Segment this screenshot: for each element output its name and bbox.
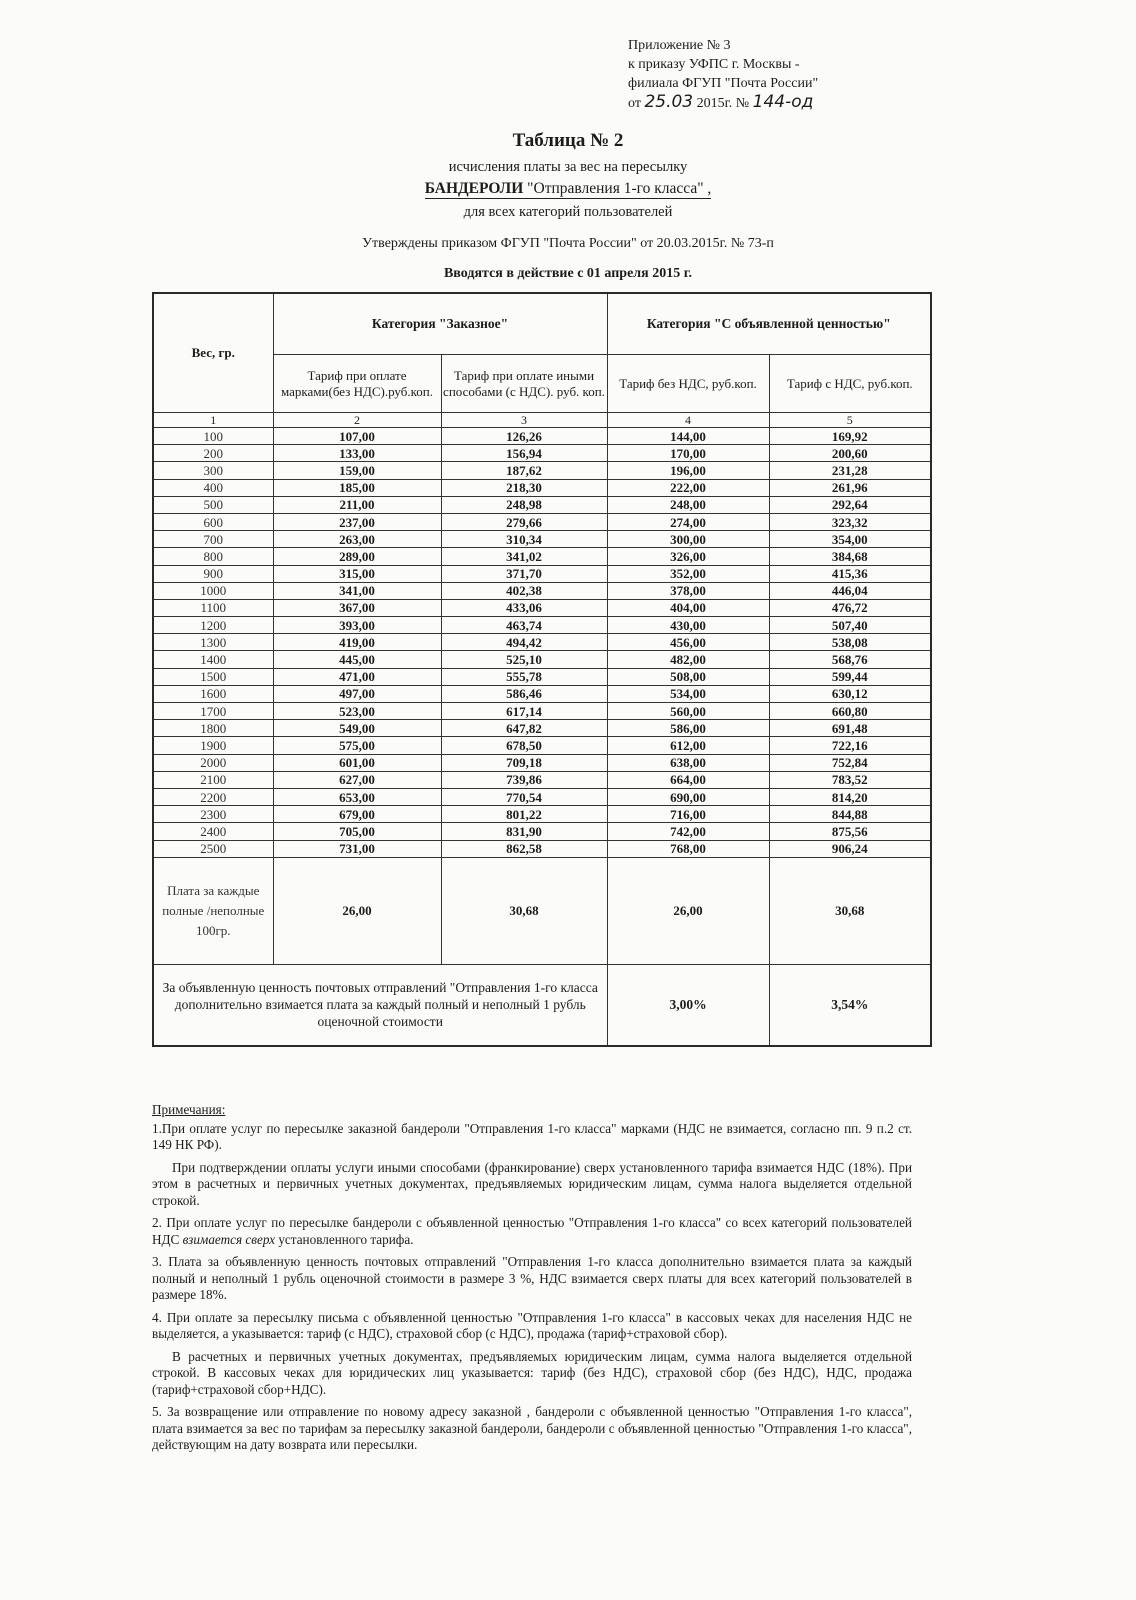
tariff-table: [152, 292, 932, 1047]
tariff-cell: 742,00: [607, 823, 769, 840]
tariff-cell: 187,62: [441, 462, 607, 479]
tariff-cell: 169,92: [769, 428, 931, 445]
tariff-cell: 599,44: [769, 668, 931, 685]
tariff-row: [153, 599, 931, 616]
tariff-cell: 263,00: [273, 531, 441, 548]
weight-cell: 300: [153, 462, 273, 479]
tariff-cell: 156,94: [441, 445, 607, 462]
tariff-cell: 801,22: [441, 806, 607, 823]
declared-pct-with-vat: 3,54%: [769, 964, 931, 1046]
tariff-row: [153, 582, 931, 599]
handwritten-number: 144-од: [752, 92, 814, 112]
tariff-cell: 170,00: [607, 445, 769, 462]
tariff-cell: 476,72: [769, 599, 931, 616]
tariff-cell: 482,00: [607, 651, 769, 668]
tariff-cell: 261,96: [769, 479, 931, 496]
appendix-line: филиала ФГУП "Почта России": [628, 76, 819, 91]
subtitle-item: [0, 180, 1136, 198]
extra-value: 30,68: [769, 857, 931, 964]
year-text: 2015г. №: [696, 96, 750, 111]
tariff-cell: 300,00: [607, 531, 769, 548]
weight-cell: 900: [153, 565, 273, 582]
subheader-stamps: Тариф при оплате марками(без НДС).руб.коп.: [273, 355, 441, 413]
tariff-cell: 705,00: [273, 823, 441, 840]
tariff-cell: 647,82: [441, 720, 607, 737]
tariff-cell: 523,00: [273, 703, 441, 720]
notes-heading: Примечания:: [152, 1102, 226, 1117]
tariff-cell: 378,00: [607, 582, 769, 599]
tariff-row: [153, 737, 931, 754]
tariff-row: [153, 668, 931, 685]
tariff-row: [153, 445, 931, 462]
tariff-cell: 248,98: [441, 496, 607, 513]
weight-cell: 200: [153, 445, 273, 462]
weight-cell: 500: [153, 496, 273, 513]
tariff-cell: 326,00: [607, 548, 769, 565]
tariff-cell: 237,00: [273, 513, 441, 530]
tariff-cell: 831,90: [441, 823, 607, 840]
tariff-cell: 185,00: [273, 479, 441, 496]
tariff-cell: 534,00: [607, 685, 769, 702]
tariff-row: [153, 754, 931, 771]
tariff-cell: 144,00: [607, 428, 769, 445]
tariff-cell: 352,00: [607, 565, 769, 582]
effective-line: Вводятся в действие с 01 апреля 2015 г.: [443, 266, 693, 281]
weight-cell: 1600: [153, 685, 273, 702]
tariff-cell: 415,36: [769, 565, 931, 582]
extra-value: 26,00: [607, 857, 769, 964]
weight-cell: 400: [153, 479, 273, 496]
subheader-with-vat: Тариф с НДС, руб.коп.: [769, 355, 931, 413]
tariff-cell: 575,00: [273, 737, 441, 754]
weight-cell: 2000: [153, 754, 273, 771]
tariff-cell: 627,00: [273, 771, 441, 788]
tariff-cell: 433,06: [441, 599, 607, 616]
tariff-cell: 664,00: [607, 771, 769, 788]
tariff-cell: 367,00: [273, 599, 441, 616]
tariff-cell: 739,86: [441, 771, 607, 788]
tariff-cell: 445,00: [273, 651, 441, 668]
tariff-row: [153, 840, 931, 857]
tariff-cell: 315,00: [273, 565, 441, 582]
tariff-cell: 248,00: [607, 496, 769, 513]
tariff-cell: 844,88: [769, 806, 931, 823]
note-2-end: установленного тарифа.: [275, 1231, 414, 1247]
column-number: 2: [273, 413, 441, 428]
tariff-row: [153, 496, 931, 513]
tariff-cell: 402,38: [441, 582, 607, 599]
tariff-cell: 507,40: [769, 617, 931, 634]
tariff-row: [153, 806, 931, 823]
appendix-date-line: [628, 93, 888, 113]
tariff-cell: 814,20: [769, 788, 931, 805]
column-number: 1: [153, 413, 273, 428]
weight-cell: 2300: [153, 806, 273, 823]
tariff-cell: 586,00: [607, 720, 769, 737]
subtitle-bold: БАНДЕРОЛИ: [424, 180, 524, 197]
date-prefix: от: [628, 96, 641, 111]
tariff-cell: 354,00: [769, 531, 931, 548]
declared-pct-no-vat: 3,00%: [607, 964, 769, 1046]
subtitle-rest: "Отправления 1-го класса" ,: [523, 180, 712, 197]
tariff-cell: 211,00: [273, 496, 441, 513]
note-3: 3. Плата за объявленную ценность почтовых отправлений "Отправления 1-го класса дополнительно взимается плата за каждый полный и неполный 1 рубль оценочной стоимости в размере 3 %, НДС взимается сверх платы для всех категорий пользователей в размере 18%.: [152, 1254, 912, 1302]
weight-cell: 800: [153, 548, 273, 565]
tariff-cell: 709,18: [441, 754, 607, 771]
tariff-cell: 660,80: [769, 703, 931, 720]
tariff-cell: 555,78: [441, 668, 607, 685]
weight-cell: 700: [153, 531, 273, 548]
tariff-cell: 446,04: [769, 582, 931, 599]
tariff-cell: 126,26: [441, 428, 607, 445]
weight-cell: 2100: [153, 771, 273, 788]
note-5: 5. За возвращение или отправление по новому адресу заказной , бандероли с объявленной ценностью "Отправления 1-го класса", плата взимается за вес по тарифам за пересылку заказной бандероли, бандероли с объявленной ценностью "Отправления 1-го класса", действующим на дату возврата или пересылки.: [152, 1404, 912, 1452]
note-1: 1.При оплате услуг по пересылке заказной бандероли "Отправления 1-го класса" марками (НДС не взимается, согласно пп. 9 п.2 ст. 149 НК РФ).: [152, 1120, 912, 1152]
subtitle: исчисления платы за вес на пересылку: [448, 159, 688, 175]
tariff-cell: 159,00: [273, 462, 441, 479]
tariff-cell: 200,60: [769, 445, 931, 462]
tariff-cell: 612,00: [607, 737, 769, 754]
tariff-cell: 783,52: [769, 771, 931, 788]
tariff-cell: 393,00: [273, 617, 441, 634]
extra-value: 30,68: [441, 857, 607, 964]
tariff-cell: 371,70: [441, 565, 607, 582]
appendix-line: к приказу УФПС г. Москвы -: [628, 57, 800, 72]
extra-weight-row: [153, 857, 931, 964]
tariff-row: [153, 617, 931, 634]
tariff-row: [153, 651, 931, 668]
tariff-row: [153, 703, 931, 720]
tariff-cell: 218,30: [441, 479, 607, 496]
tariff-cell: 494,42: [441, 634, 607, 651]
weight-header: Вес, гр.: [153, 293, 273, 413]
weight-cell: 1200: [153, 617, 273, 634]
tariff-row: [153, 513, 931, 530]
tariff-row: [153, 823, 931, 840]
category-declared-header: Категория "С объявленной ценностью": [607, 293, 931, 355]
tariff-cell: 678,50: [441, 737, 607, 754]
tariff-cell: 638,00: [607, 754, 769, 771]
approved-line: Утверждены приказом ФГУП "Почта России" от 20.03.2015г. № 73-п: [362, 236, 774, 251]
weight-cell: 1000: [153, 582, 273, 599]
note-4: 4. При оплате за пересылку письма с объявленной ценностью "Отправления 1-го класса" в кассовых чеках для населения НДС не выделяется, а указывается: тариф (с НДС), страховой сбор (с НДС), продажа (тариф+страховой сбор).: [152, 1309, 912, 1341]
note-4b: В расчетных и первичных учетных документах, предъявляемых юридическим лицам, сумма налога выделяется отдельной строкой. В кассовых чеках для юридических лиц указывается: тариф (без НДС), страховой сбор (без НДС), НДС, продажа (тариф+страховой сбор+НДС).: [152, 1348, 912, 1397]
tariff-cell: 568,76: [769, 651, 931, 668]
tariff-cell: 875,56: [769, 823, 931, 840]
tariff-row: [153, 548, 931, 565]
note-2: [152, 1215, 912, 1248]
weight-cell: 1700: [153, 703, 273, 720]
extra-value: 26,00: [273, 857, 441, 964]
weight-cell: 1100: [153, 599, 273, 616]
tariff-row: [153, 479, 931, 496]
tariff-cell: 679,00: [273, 806, 441, 823]
tariff-cell: 508,00: [607, 668, 769, 685]
tariff-cell: 630,12: [769, 685, 931, 702]
weight-cell: 1800: [153, 720, 273, 737]
note-1b: При подтверждении оплаты услуги иными способами (франкирование) сверх установленного тарифа взимается НДС (18%). При этом в расчетных и первичных учетных документах, предъявляемых юридическим лицам, сумма налога выделяется отдельной строкой.: [152, 1159, 912, 1208]
subheader-no-vat: Тариф без НДС, руб.коп.: [607, 355, 769, 413]
tariff-cell: 770,54: [441, 788, 607, 805]
tariff-cell: 752,84: [769, 754, 931, 771]
tariff-row: [153, 428, 931, 445]
tariff-cell: 691,48: [769, 720, 931, 737]
tariff-cell: 601,00: [273, 754, 441, 771]
tariff-cell: 549,00: [273, 720, 441, 737]
tariff-cell: 133,00: [273, 445, 441, 462]
tariff-row: [153, 531, 931, 548]
tariff-cell: 341,00: [273, 582, 441, 599]
tariff-cell: 231,28: [769, 462, 931, 479]
weight-cell: 2200: [153, 788, 273, 805]
tariff-cell: 430,00: [607, 617, 769, 634]
tariff-cell: 731,00: [273, 840, 441, 857]
note-2-text: 2. При оплате услуг по пересылке бандероли с объявленной ценностью "Отправления 1-го класса" со всех категорий пользователей НДС: [152, 1215, 912, 1247]
subheader-other-methods: Тариф при оплате иными способами (с НДС). руб. коп.: [441, 355, 607, 413]
subtitle-users: для всех категорий пользователей: [463, 204, 673, 220]
note-2-italic: взимается сверх: [182, 1231, 276, 1247]
tariff-cell: 196,00: [607, 462, 769, 479]
tariff-cell: 310,34: [441, 531, 607, 548]
tariff-cell: 471,00: [273, 668, 441, 685]
tariff-cell: 906,24: [769, 840, 931, 857]
page-title: Таблица № 2: [512, 130, 624, 151]
tariff-cell: 463,74: [441, 617, 607, 634]
tariff-cell: 274,00: [607, 513, 769, 530]
tariff-cell: 341,02: [441, 548, 607, 565]
tariff-cell: 456,00: [607, 634, 769, 651]
weight-cell: 2500: [153, 840, 273, 857]
weight-cell: 100: [153, 428, 273, 445]
weight-cell: 1400: [153, 651, 273, 668]
declared-value-row: [153, 964, 931, 1046]
tariff-cell: 617,14: [441, 703, 607, 720]
tariff-row: [153, 788, 931, 805]
tariff-cell: 538,08: [769, 634, 931, 651]
tariff-cell: 690,00: [607, 788, 769, 805]
column-number: 3: [441, 413, 607, 428]
tariff-row: [153, 634, 931, 651]
tariff-cell: 384,68: [769, 548, 931, 565]
handwritten-date: 25.03: [644, 92, 694, 112]
tariff-cell: 222,00: [607, 479, 769, 496]
tariff-row: [153, 685, 931, 702]
tariff-cell: 279,66: [441, 513, 607, 530]
tariff-cell: 768,00: [607, 840, 769, 857]
category-registered-header: Категория "Заказное": [273, 293, 607, 355]
tariff-cell: 323,32: [769, 513, 931, 530]
tariff-cell: 497,00: [273, 685, 441, 702]
tariff-cell: 862,58: [441, 840, 607, 857]
tariff-row: [153, 771, 931, 788]
declared-value-text: За объявленную ценность почтовых отправлений "Отправления 1-го класса дополнительно взимается плата за каждый полный и неполный 1 рубль оценочной стоимости: [153, 964, 607, 1046]
weight-cell: 2400: [153, 823, 273, 840]
column-number: 4: [607, 413, 769, 428]
appendix-line: Приложение № 3: [628, 38, 731, 53]
notes-section: [152, 1102, 912, 1460]
tariff-cell: 560,00: [607, 703, 769, 720]
weight-cell: 600: [153, 513, 273, 530]
weight-cell: 1300: [153, 634, 273, 651]
column-number: 5: [769, 413, 931, 428]
column-number-row: [153, 413, 931, 428]
weight-cell: 1900: [153, 737, 273, 754]
tariff-cell: 289,00: [273, 548, 441, 565]
tariff-cell: 404,00: [607, 599, 769, 616]
tariff-cell: 419,00: [273, 634, 441, 651]
tariff-cell: 722,16: [769, 737, 931, 754]
appendix-block: [628, 36, 888, 113]
tariff-cell: 292,64: [769, 496, 931, 513]
tariff-row: [153, 462, 931, 479]
extra-weight-label: Плата за каждые полные /неполные 100гр.: [153, 857, 273, 964]
tariff-row: [153, 720, 931, 737]
weight-cell: 1500: [153, 668, 273, 685]
tariff-cell: 525,10: [441, 651, 607, 668]
tariff-cell: 586,46: [441, 685, 607, 702]
tariff-cell: 107,00: [273, 428, 441, 445]
tariff-cell: 653,00: [273, 788, 441, 805]
tariff-cell: 716,00: [607, 806, 769, 823]
tariff-row: [153, 565, 931, 582]
